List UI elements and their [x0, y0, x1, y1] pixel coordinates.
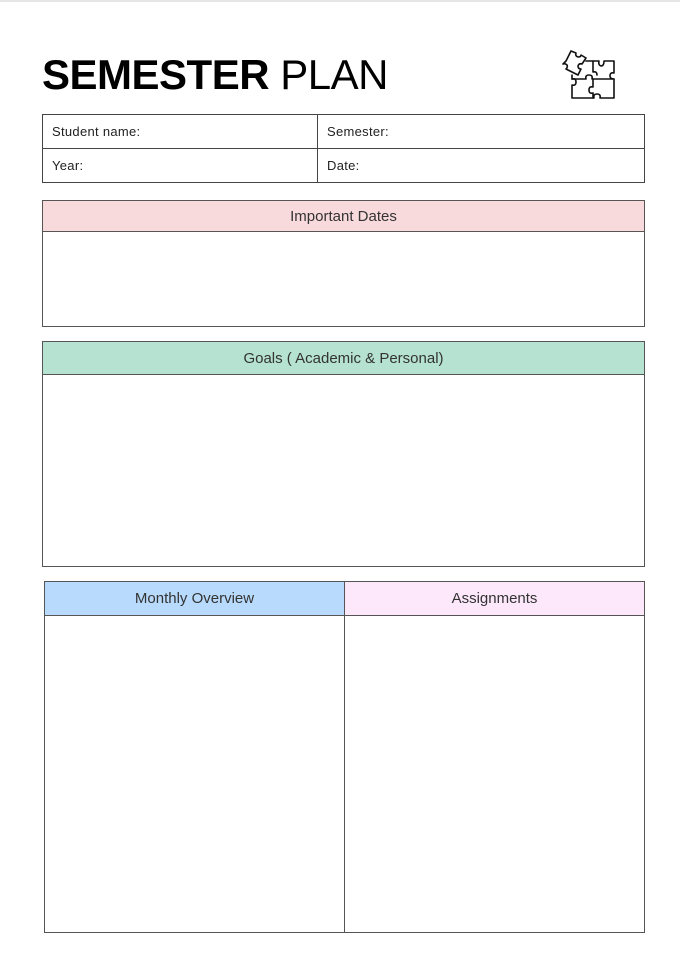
assignments-area[interactable] — [345, 616, 644, 932]
year-field[interactable]: Year: — [43, 149, 318, 183]
semester-field[interactable]: Semester: — [318, 115, 645, 149]
puzzle-pieces-icon — [562, 47, 616, 101]
monthly-overview-column — [45, 582, 344, 932]
important-dates-section — [42, 200, 645, 327]
goals-section — [42, 341, 645, 567]
page-title — [42, 50, 388, 100]
date-field[interactable]: Date: — [318, 149, 645, 183]
title-light: PLAN — [280, 51, 388, 98]
top-divider — [0, 0, 680, 2]
goals-header: Goals ( Academic & Personal) — [43, 342, 644, 375]
assignments-header: Assignments — [345, 582, 644, 616]
important-dates-header: Important Dates — [43, 201, 644, 232]
overview-assignments-section — [44, 581, 645, 933]
monthly-overview-header: Monthly Overview — [45, 582, 344, 616]
assignments-column — [344, 582, 644, 932]
student-name-field[interactable]: Student name: — [43, 115, 318, 149]
title-bold: SEMESTER — [42, 51, 270, 98]
monthly-overview-area[interactable] — [45, 616, 344, 932]
student-info-table — [42, 114, 645, 183]
